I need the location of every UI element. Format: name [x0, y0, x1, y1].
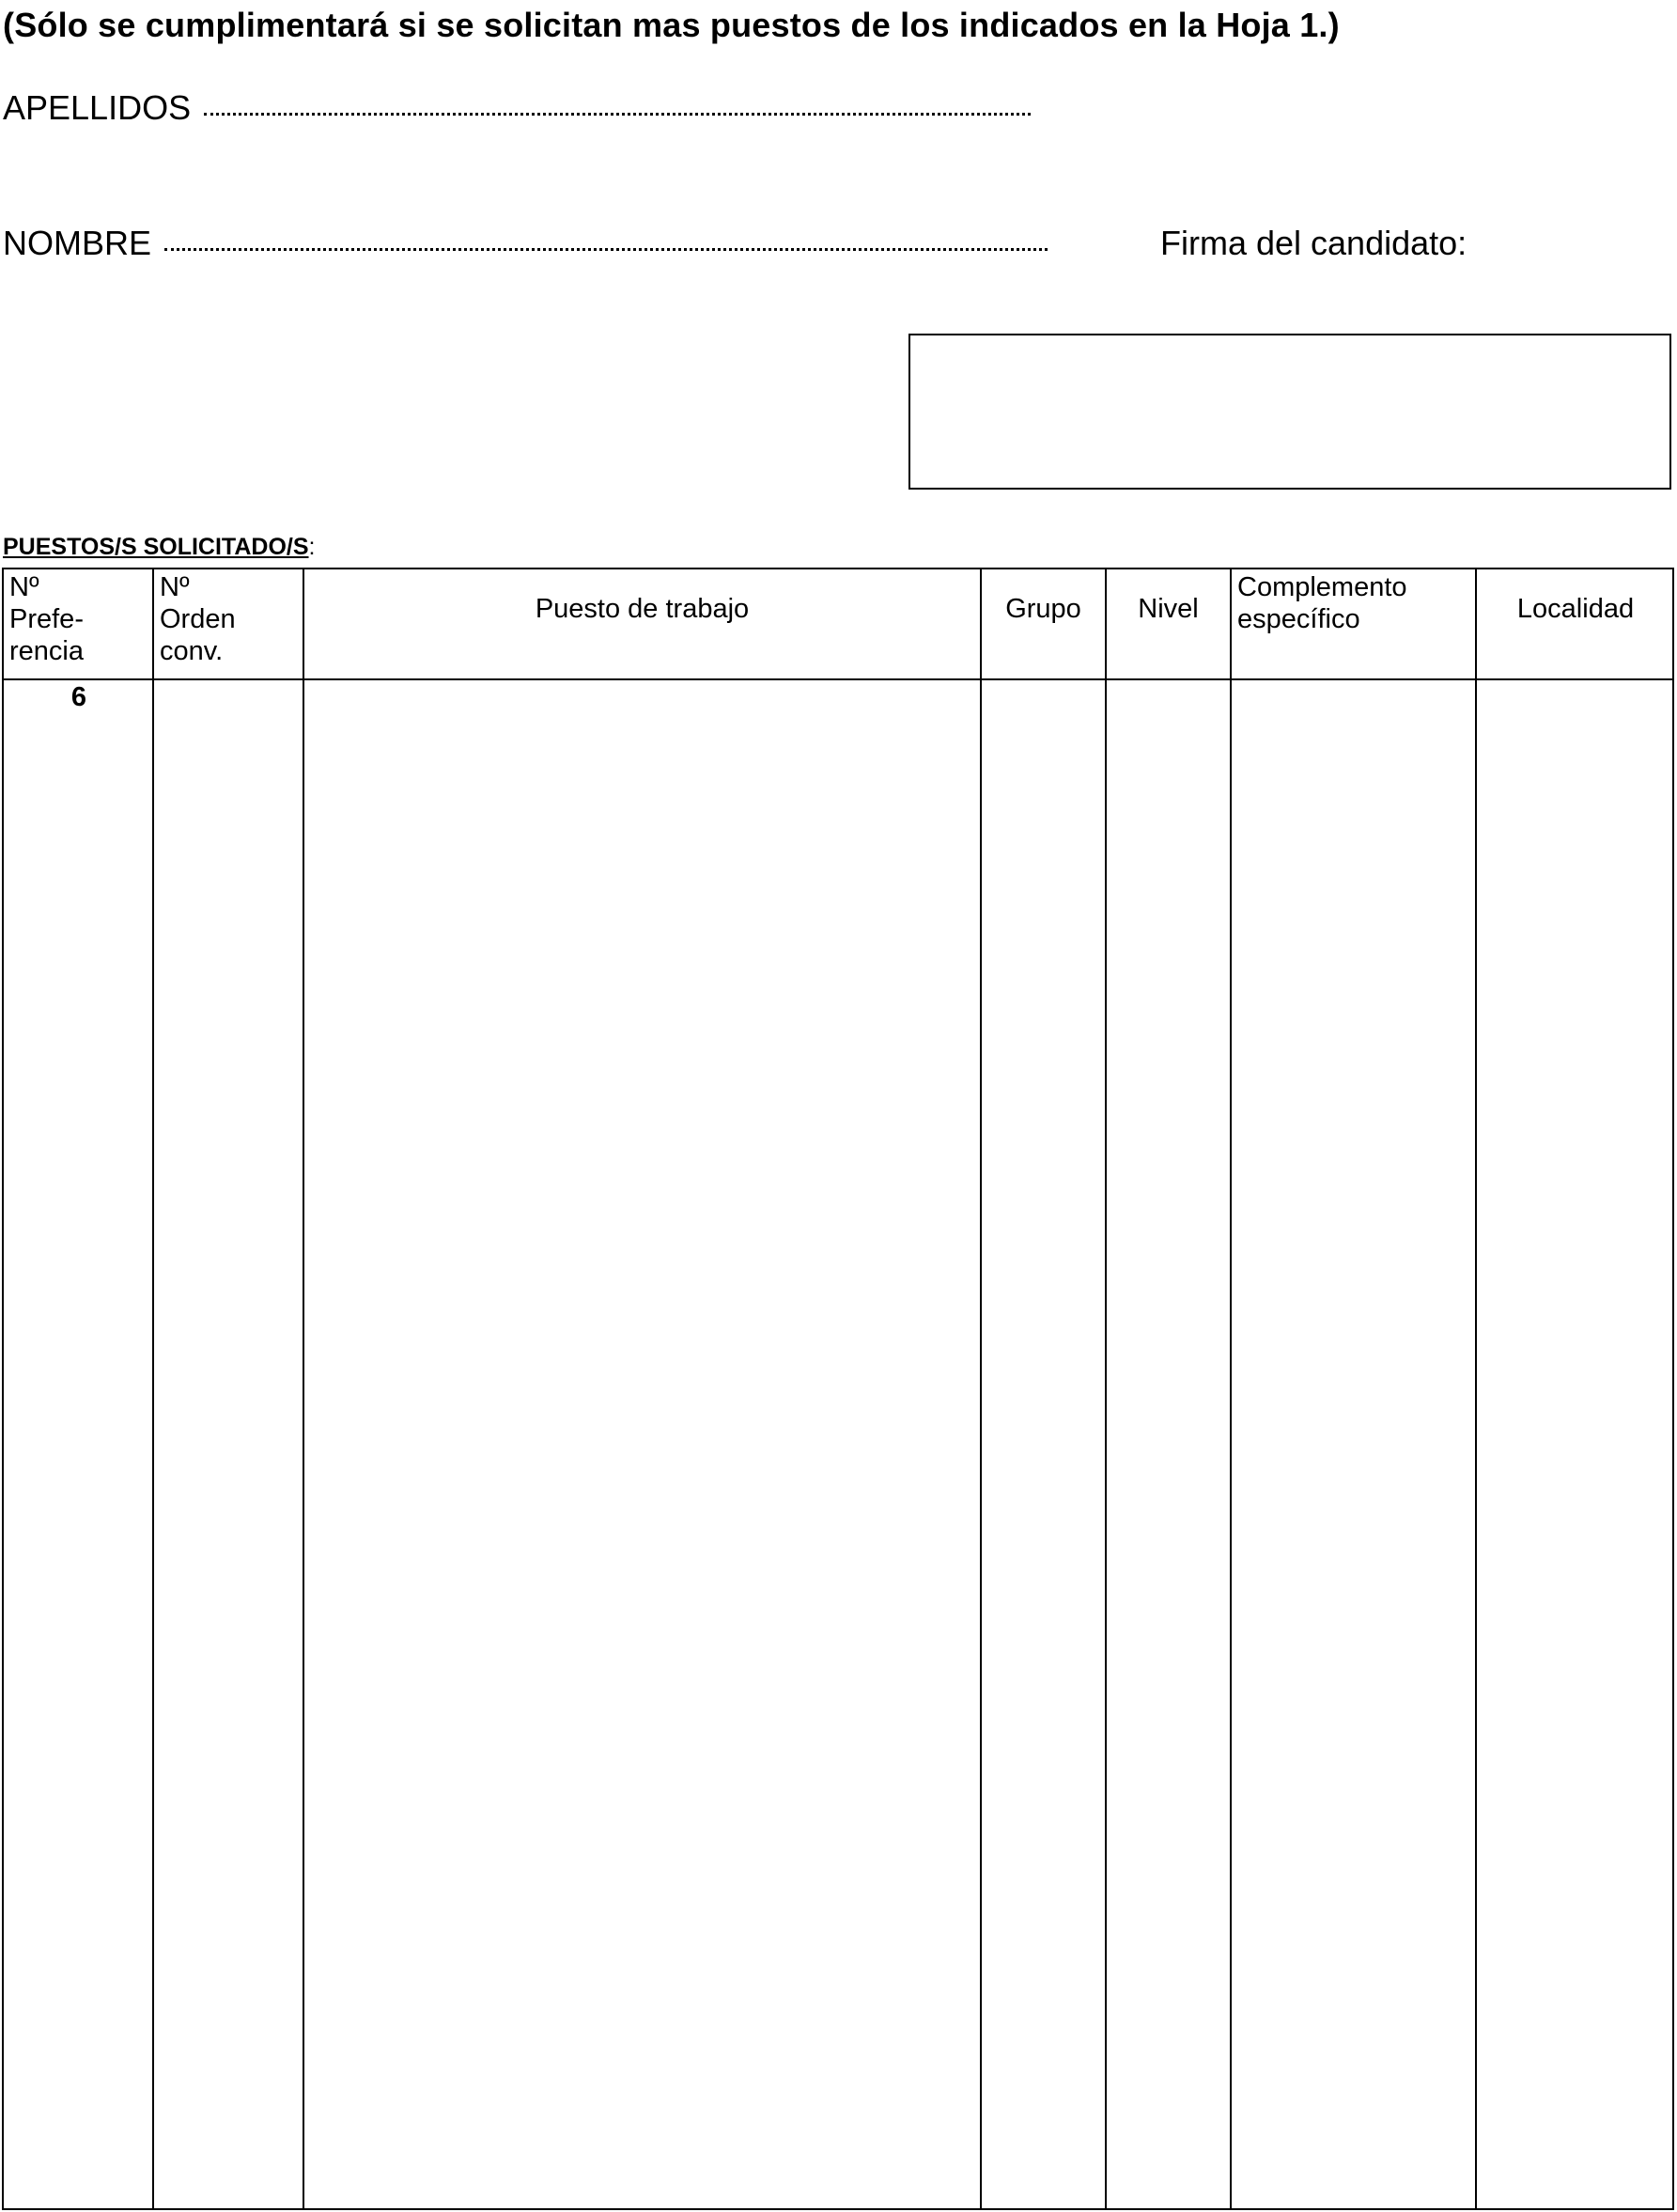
header-divider: [4, 678, 1672, 680]
nombre-field[interactable]: [3, 224, 1048, 263]
row-preferencia-value: 6: [70, 682, 87, 712]
column-divider: [152, 569, 154, 2208]
column-divider: [980, 569, 982, 2208]
apellidos-label: APELLIDOS: [3, 88, 192, 127]
apellidos-dotted-line[interactable]: [204, 113, 1031, 116]
column-divider: [303, 569, 304, 2208]
header-orden: Nº Orden conv.: [160, 572, 236, 666]
puestos-table: [2, 568, 1674, 2210]
header-note: (Sólo se cumplimentará si se solicitan mas puestos de los indicados en la Hoja 1.): [3, 6, 1340, 44]
nombre-dotted-line[interactable]: [164, 248, 1048, 251]
signature-box[interactable]: [908, 334, 1671, 490]
nombre-label: NOMBRE: [3, 224, 152, 262]
firma-label: Firma del candidato:: [1160, 224, 1467, 262]
section-title: PUESTOS/S SOLICITADO/S:: [3, 534, 316, 560]
column-divider: [1105, 569, 1107, 2208]
header-localidad: Localidad: [1516, 594, 1635, 624]
column-divider: [1230, 569, 1232, 2208]
header-preferencia: Nº Prefe- rencia: [9, 572, 84, 666]
header-puesto: Puesto de trabajo: [535, 594, 750, 624]
header-complemento: Complemento específico: [1237, 572, 1407, 634]
header-grupo: Grupo: [1005, 594, 1081, 624]
column-divider: [1475, 569, 1477, 2208]
header-nivel: Nivel: [1138, 594, 1199, 624]
apellidos-field[interactable]: [3, 88, 1031, 128]
